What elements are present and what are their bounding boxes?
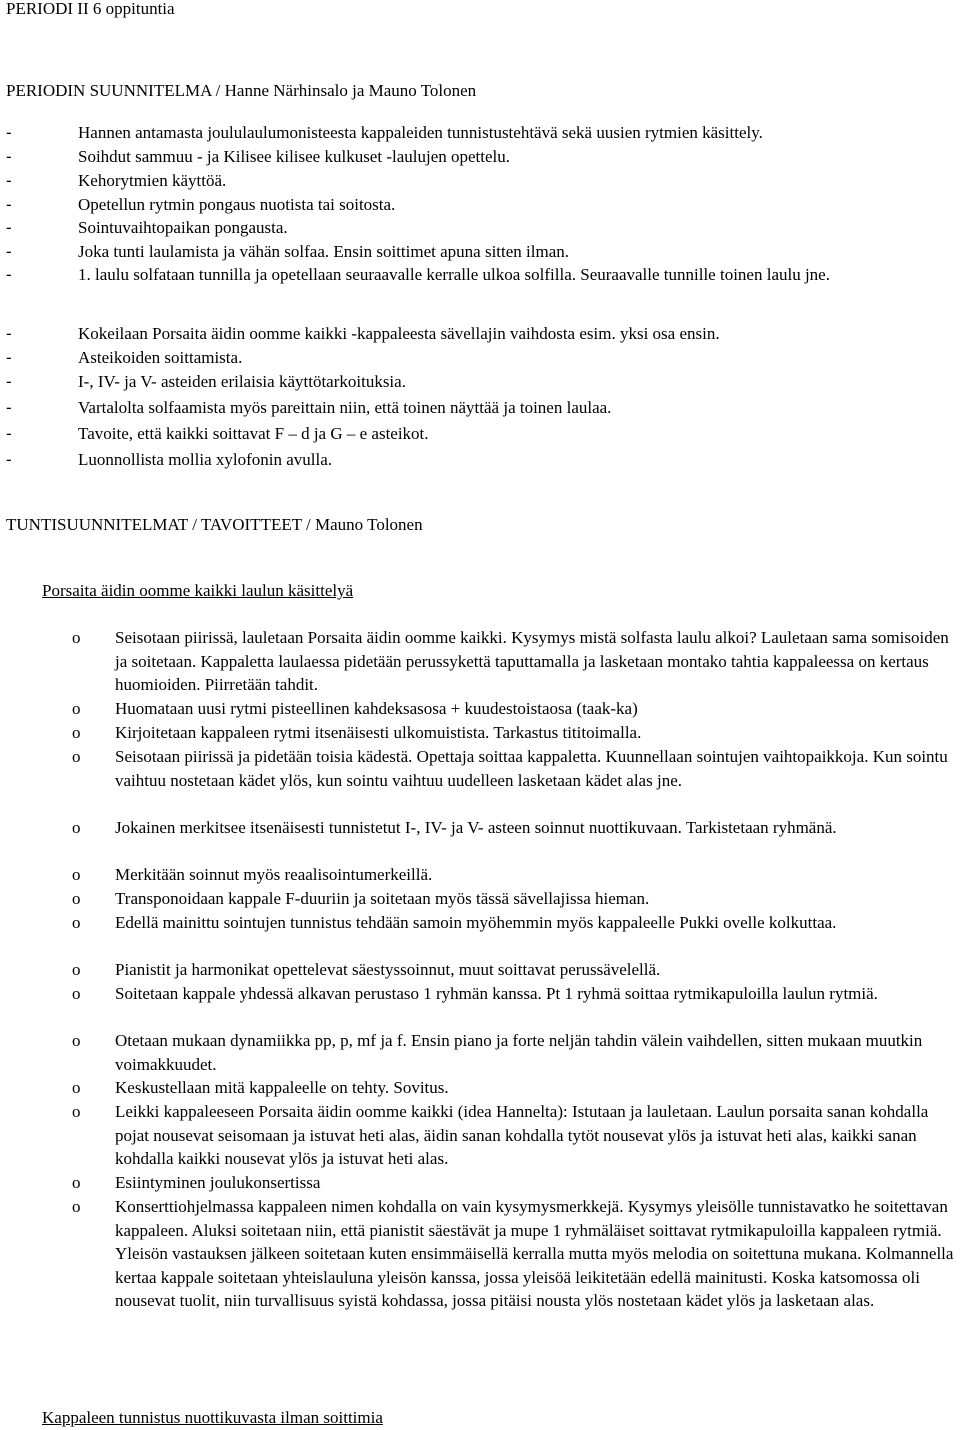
lesson-item-text: Seisotaan piirissä ja pidetään toisia kädestä. Opettaja soittaa kappaletta. Kuunnellaan sointujen vaihtopaikkoja. Kun sointu vaihtuu nostetaan kädet ylös, kun sointu vaihtuu uudelleen lasketaan kädet alas jne. — [115, 747, 948, 790]
plan-item-text: Soihdut sammuu - ja Kilisee kilisee kulkuset -laulujen opettelu. — [78, 147, 511, 166]
section-title-kappaleen-tunnistus: Kappaleen tunnistus nuottikuvasta ilman soittimia — [42, 1408, 383, 1427]
plan-item-text: Kokeilaan Porsaita äidin oomme kaikki -kappaleesta sävellajin vaihdosta esim. yksi osa ensin. — [78, 324, 720, 343]
lesson-item — [72, 1100, 960, 1171]
bullet-dash: - — [6, 398, 12, 417]
plan-item-text: 1. laulu solfataan tunnilla ja opetellaan seuraavalle kerralle ulkoa solfilla. Seuraavalle tunnille toinen laulu jne. — [78, 265, 830, 284]
plan-item — [6, 169, 954, 192]
plan-item — [6, 448, 954, 471]
bullet-circle-marker: o — [72, 865, 81, 884]
lesson-item — [72, 1195, 960, 1313]
bullet-dash: - — [6, 324, 12, 343]
bullet-dash: - — [6, 242, 12, 261]
lesson-item — [72, 745, 960, 792]
lesson-item — [72, 887, 960, 911]
plan-item-text: Kehorytmien käyttöä. — [78, 171, 227, 190]
plan-item-text: Asteikoiden soittamista. — [78, 348, 243, 367]
bullet-dash: - — [6, 348, 12, 367]
plan-item — [6, 346, 954, 369]
plan-item — [6, 121, 954, 144]
plan-item — [6, 370, 954, 393]
bullet-dash: - — [6, 265, 12, 284]
plan-item — [6, 422, 954, 445]
period-plan-heading: PERIODIN SUUNNITELMA / Hanne Närhinsalo ja Mauno Tolonen — [6, 81, 477, 100]
plan-item-text: Tavoite, että kaikki soittavat F – d ja G – e asteikot. — [78, 424, 429, 443]
plan-item — [6, 396, 954, 419]
bullet-dash: - — [6, 123, 12, 142]
lesson-item-text: Otetaan mukaan dynamiikka pp, p, mf ja f. Ensin piano ja forte neljän tahdin välein vaihdellen, sitten mukaan muutkin voimakkuudet. — [115, 1031, 923, 1074]
bullet-circle-marker: o — [72, 818, 81, 837]
lesson-item-text: Esiintyminen joulukonsertissa — [115, 1173, 321, 1192]
lesson-item-text: Edellä mainittu sointujen tunnistus tehdään samoin myöhemmin myös kappaleelle Pukki ovelle kolkuttaa. — [115, 913, 837, 932]
lesson-item — [72, 1171, 960, 1195]
plan-item-text: Hannen antamasta joululaulumonisteesta kappaleiden tunnistustehtävä sekä uusien rytmien käsittely. — [78, 123, 763, 142]
lesson-item-text: Soitetaan kappale yhdessä alkavan perustaso 1 ryhmän kanssa. Pt 1 ryhmä soittaa rytmikapuloilla laulun rytmiä. — [115, 984, 878, 1003]
plan-item — [6, 263, 954, 286]
plan-item — [6, 216, 954, 239]
lesson-item-text: Pianistit ja harmonikat opettelevat säestyssoinnut, muut soittavat perussävelellä. — [115, 960, 661, 979]
section-title-porsaita: Porsaita äidin oomme kaikki laulun käsittelyä — [42, 581, 354, 600]
plan-item — [6, 322, 954, 345]
bullet-circle-marker: o — [72, 960, 81, 979]
lesson-item — [72, 982, 960, 1006]
lesson-item-text: Huomataan uusi rytmi pisteellinen kahdeksasosa + kuudestoistaosa (taak-ka) — [115, 699, 638, 718]
plan-item — [6, 240, 954, 263]
lesson-item — [72, 863, 960, 887]
lesson-item — [72, 1029, 960, 1076]
bullet-circle-marker: o — [72, 747, 81, 766]
bullet-circle-marker: o — [72, 889, 81, 908]
lesson-plans-heading: TUNTISUUNNITELMAT / TAVOITTEET / Mauno Tolonen — [6, 515, 423, 534]
lesson-item-text: Keskustellaan mitä kappaleelle on tehty. Sovitus. — [115, 1078, 449, 1097]
lesson-item — [72, 958, 960, 982]
bullet-dash: - — [6, 450, 12, 469]
bullet-circle-marker: o — [72, 628, 81, 647]
bullet-dash: - — [6, 195, 12, 214]
bullet-circle-marker: o — [72, 1031, 81, 1050]
plan-item — [6, 193, 954, 216]
lesson-item — [72, 1076, 960, 1100]
bullet-dash: - — [6, 372, 12, 391]
bullet-circle-marker: o — [72, 1197, 81, 1216]
page-header-title: PERIODI II 6 oppituntia — [6, 0, 175, 18]
bullet-circle-marker: o — [72, 723, 81, 742]
lesson-item-text: Merkitään soinnut myös reaalisointumerkeillä. — [115, 865, 433, 884]
plan-item — [6, 145, 954, 168]
bullet-circle-marker: o — [72, 1173, 81, 1192]
bullet-circle-marker: o — [72, 1102, 81, 1121]
plan-item-text: I-, IV- ja V- asteiden erilaisia käyttötarkoituksia. — [78, 372, 406, 391]
lesson-item — [72, 626, 960, 697]
bullet-dash: - — [6, 147, 12, 166]
lesson-item — [72, 816, 960, 840]
lesson-item — [72, 911, 960, 935]
lesson-item-text: Leikki kappaleeseen Porsaita äidin oomme kaikki (idea Hannelta): Istutaan ja lauletaan. Laulun porsaita sanan kohdalla pojat nousevat seisomaan ja istuvat heti alas, äidin sanan kohdalla tytöt nousevat ylös ja istuvat heti alas, kaikki sanan kohdalla kaikki nousevat ylös ja istuvat heti alas. — [115, 1102, 929, 1169]
plan-item-text: Vartalolta solfaamista myös pareittain niin, että toinen näyttää ja toinen laulaa. — [78, 398, 612, 417]
bullet-circle-marker: o — [72, 1078, 81, 1097]
bullet-dash: - — [6, 424, 12, 443]
lesson-item-text: Konserttiohjelmassa kappaleen nimen kohdalla on vain kysymysmerkkejä. Kysymys yleisölle tunnistavatko he soitettavan kappaleen. Aluksi soitetaan niin, että pianistit säestävät ja mupe 1 ryhmäläiset soittavat rytmikapuloilla kappaleen rytmiä. Yleisön vastauksen jälkeen soitetaan kuten ensimmäisellä kerralla mutta myös melodia on soitettuna mukana. Kolmannella kertaa kappale soitetaan yhteislauluna yleisön kanssa, jossa yleisöä leikitetään edellä mainitusti. Koska katsomossa oli nousevat tuolit, niin turvallisuus syistä kohdassa, jossa pitäisi nousta ylös nostetaan kädet ylös ja lasketaan alas. — [115, 1197, 954, 1311]
lesson-item — [72, 721, 960, 745]
bullet-dash: - — [6, 218, 12, 237]
lesson-item-text: Seisotaan piirissä, lauletaan Porsaita äidin oomme kaikki. Kysymys mistä solfasta laulu alkoi? Lauletaan sama somisoiden ja soitetaan. Kappaletta laulaessa pidetään perussykettä taputtamalla ja lasketaan montako tahtia kappaleessa on kertaus huomioiden. Piirretään tahdit. — [115, 628, 949, 695]
bullet-circle-marker: o — [72, 984, 81, 1003]
lesson-item-text: Transponoidaan kappale F-duuriin ja soitetaan myös tässä sävellajissa hieman. — [115, 889, 650, 908]
bullet-circle-marker: o — [72, 699, 81, 718]
bullet-dash: - — [6, 171, 12, 190]
bullet-circle-marker: o — [72, 913, 81, 932]
plan-item-text: Sointuvaihtopaikan pongausta. — [78, 218, 288, 237]
lesson-item — [72, 697, 960, 721]
plan-item-text: Luonnollista mollia xylofonin avulla. — [78, 450, 333, 469]
plan-item-text: Joka tunti laulamista ja vähän solfaa. Ensin soittimet apuna sitten ilman. — [78, 242, 570, 261]
plan-item-text: Opetellun rytmin pongaus nuotista tai soitosta. — [78, 195, 396, 214]
lesson-item-text: Kirjoitetaan kappaleen rytmi itsenäisesti ulkomuistista. Tarkastus tititoimalla. — [115, 723, 642, 742]
lesson-item-text: Jokainen merkitsee itsenäisesti tunnistetut I-, IV- ja V- asteen soinnut nuottikuvaan. Tarkistetaan ryhmänä. — [115, 818, 837, 837]
